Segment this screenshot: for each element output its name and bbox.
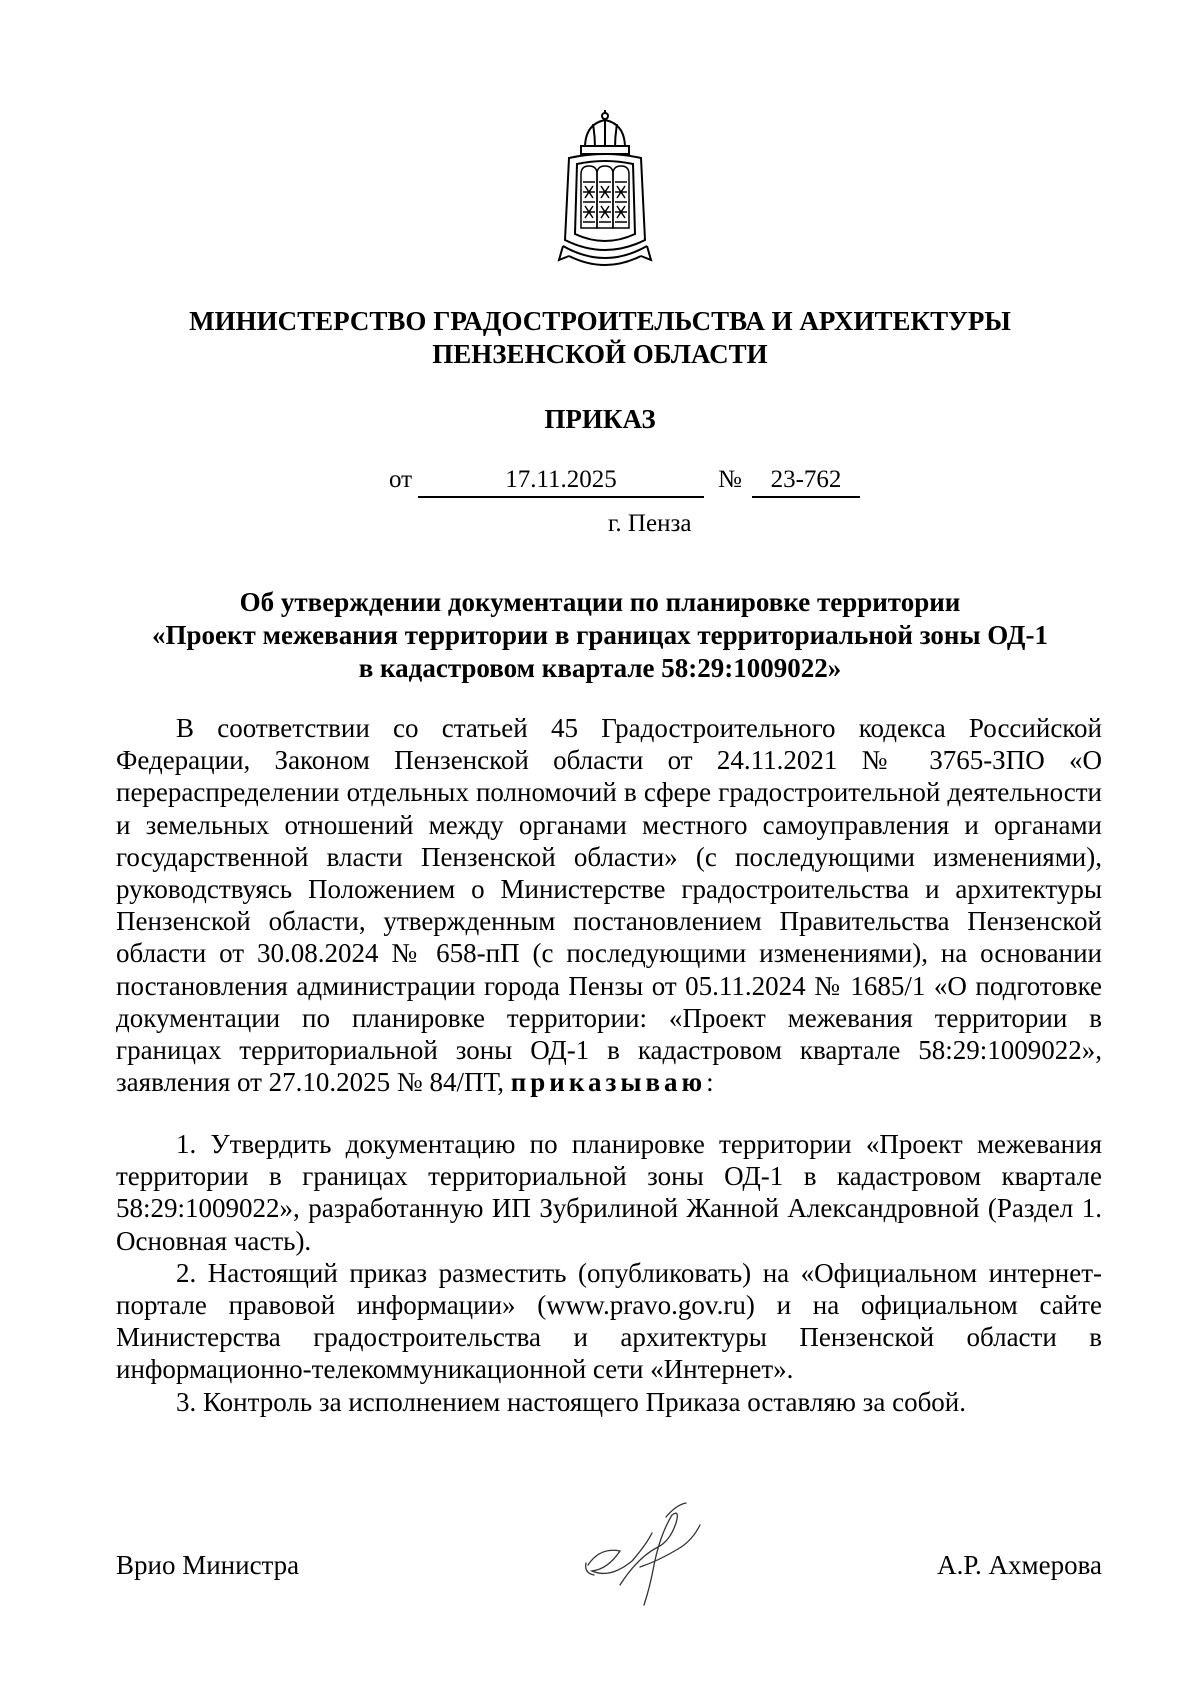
coat-of-arms-icon bbox=[555, 110, 655, 272]
subject-line2: «Проект межевания территории в границах территориальной зоны ОД-1 bbox=[152, 620, 1048, 650]
command-word: приказываю bbox=[510, 1067, 707, 1098]
command-suffix: : bbox=[706, 1067, 714, 1098]
order-item-2: 2. Настоящий приказ разместить (опубликовать) на «Официальном интернет-портале правовой информации» (www.pravo.gov.ru) и на официальном сайте Министерства градостроительства и архитектуры Пензенской области в информационно-телекоммуникационной сети «Интернет». bbox=[116, 1257, 1102, 1385]
order-items bbox=[116, 1128, 1102, 1418]
order-item-1: 1. Утвердить документацию по планировке территории «Проект межевания территории в границах территориальной зоны ОД-1 в кадастровом квартале 58:29:1009022», разработанную ИП Зубрилиной Жанной Александровной (Раздел 1. Основная часть). bbox=[116, 1129, 1102, 1256]
date-prefix: от bbox=[389, 466, 413, 493]
order-item-3: 3. Контроль за исполнением настоящего Приказа оставляю за собой. bbox=[176, 1386, 967, 1417]
preamble-text: В соответствии со статьей 45 Градостроительного кодекса Российской Федерации, Законом Пензенской области от 24.11.2021 № 3765-ЗПО «О перераспределении отдельных полномочий в сфере градостроительной деятельности и земельных отношений между органами местного самоуправления и органами государственной власти Пензенской области» (с последующими изменениями), руководствуясь Положением о Министерстве градостроительства и архитектуры Пензенской области, утвержденным постановлением Правительства Пензенской области от 30.08.2024 № 658-пП (с последующими изменениями), на основании постановления администрации города Пензы от 05.11.2024 № 1685/1 «О подготовке документации по планировке территории: «Проект межевания территории в границах территориальной зоны ОД-1 в кадастровом квартале 58:29:1009022», заявления от 27.10.2025 № 84/ПТ, bbox=[116, 713, 1102, 1098]
subject-line1: Об утверждении документации по планировке территории bbox=[239, 587, 961, 617]
number-prefix: № bbox=[718, 466, 742, 493]
ministry-name bbox=[0, 305, 1200, 371]
document-type: ПРИКАЗ bbox=[544, 404, 656, 434]
ministry-name-line1: МИНИСТЕРСТВО ГРАДОСТРОИТЕЛЬСТВА И АРХИТЕКТУРЫ bbox=[189, 306, 1011, 336]
order-subject bbox=[0, 586, 1200, 685]
preamble bbox=[116, 712, 1102, 1098]
city: г. Пенза bbox=[608, 510, 692, 537]
order-date: 17.11.2025 bbox=[418, 466, 704, 498]
ministry-name-line2: ПЕНЗЕНСКОЙ ОБЛАСТИ bbox=[432, 339, 768, 369]
signatory-name: А.Р. Ахмерова bbox=[937, 1550, 1102, 1580]
order-number: 23-762 bbox=[752, 466, 860, 498]
signatory-position: Врио Министра bbox=[116, 1550, 300, 1580]
handwritten-signature bbox=[580, 1495, 710, 1610]
subject-line3: в кадастровом квартале 58:29:1009022» bbox=[358, 653, 842, 683]
